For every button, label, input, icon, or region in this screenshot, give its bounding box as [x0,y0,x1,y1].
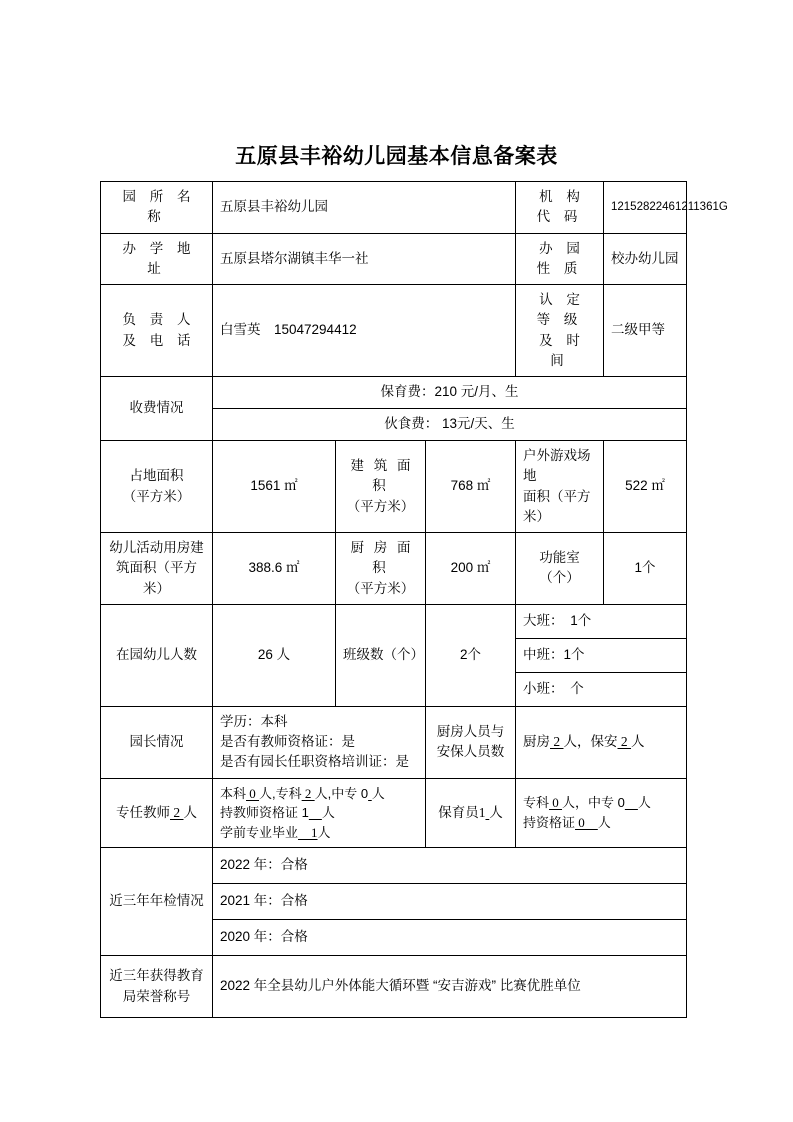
nurse-l2-a: 持资格证 [523,814,576,830]
grade-label-line1: 认 定 等 级 [536,292,585,328]
outdoor-area-label-line2: 面积（平方米） [523,488,591,524]
cell-function-room-value: 1个 [604,533,687,605]
table-row-fee-care [101,377,687,409]
nurse-label-postfix: 人 [489,804,503,820]
cell-class-big: 大班： 1个 [516,604,687,638]
cell-address-value: 五原县塔尔湖镇丰华一社 [213,233,516,285]
nurse-l1-a-number: 0 [549,795,563,811]
teacher-label-number: 2 [170,804,184,820]
teacher-l2-number [309,805,322,820]
teacher-label-prefix: 专任教师 [116,804,170,820]
cell-name-value: 五原县丰裕幼儿园 [213,182,516,234]
teacher-l1-b: 人,专科 [259,785,302,801]
cell-building-area-label [336,441,426,533]
cell-fee-label: 收费情况 [101,377,213,441]
principal-label-line1: 负 责 人 [122,312,196,328]
cell-principal-info-value [213,706,426,778]
teacher-l1-d: 人 [371,785,385,801]
cell-class-count-value: 2个 [426,604,516,706]
staff-label-line2: 安保人员数 [436,744,505,760]
teacher-l1-b-number: 2 [301,785,315,801]
activity-area-label-line1: 幼儿活动用房建 [109,540,204,555]
table-row-teachers [101,778,687,848]
cell-honor-label [101,956,213,1018]
kitchen-area-label-line1: 厨 房 面 积 [350,540,414,576]
cell-class-small: 小班： 个 [516,672,687,706]
table-row-activity-area [101,533,687,605]
staff-kitchen-prefix: 厨房 [523,734,550,749]
building-area-label-line2: （平方米） [346,498,415,514]
nurse-l2-b: 人 [597,814,611,830]
staff-label-line1: 厨房人员与 [436,723,505,739]
cell-fee-care: 保育费：210 元/月、生 [213,377,687,409]
cell-address-label: 办 学 地 址 [101,233,213,285]
teacher-label-postfix: 人 [183,804,197,820]
cell-code-value: 12152822461211361G [604,182,687,234]
nurse-l1-b: 人，中专 0 [562,795,625,811]
nurse-detail-line2 [523,813,679,833]
staff-kitchen-number: 2 [550,734,564,749]
teacher-l3-b: 人 [317,824,331,840]
cell-nature-label: 办 园 性 质 [516,233,604,285]
cell-inspection-2022: 2022 年：合格 [213,848,687,884]
teacher-l2-b: 人 [321,805,335,820]
page-title: 五原县丰裕幼儿园基本信息备案表 [235,144,558,168]
cell-grade-label [516,285,604,377]
nurse-l1-b-number [625,795,638,810]
cell-nature-value: 校办幼儿园 [604,233,687,285]
honor-label-line1: 近三年获得教育 [109,968,204,984]
cell-inspection-label: 近三年年检情况 [101,848,213,956]
cell-kitchen-area-value: 200 ㎡ [426,533,516,605]
cell-activity-area-label [101,533,213,605]
principal-label-line2: 及 电 话 [122,332,196,348]
cell-name-label: 园 所 名 称 [101,182,213,234]
cell-inspection-2020: 2020 年：合格 [213,920,687,956]
cell-land-area-value: 1561 ㎡ [213,441,336,533]
cell-outdoor-area-value: 522 ㎡ [604,441,687,533]
cell-kitchen-area-label [336,533,426,605]
cell-staff-label [426,706,516,778]
teacher-detail-line3 [220,823,418,843]
cell-principal-info-label: 园长情况 [101,706,213,778]
land-area-label-line2: （平方米） [122,488,191,504]
cell-principal-label [101,285,213,377]
cell-grade-value: 二级甲等 [604,285,687,377]
principal-info-line2: 是否有教师资格证：是 [220,734,355,749]
table-row-principal-info [101,706,687,778]
cell-land-area-label [101,441,213,533]
teacher-l2-a: 持教师资格证 1 [220,805,309,820]
table-row-honor [101,956,687,1018]
teacher-l3-a: 学前专业毕业 [220,824,299,840]
nurse-l1-c: 人 [637,795,651,811]
cell-nurse-label [426,778,516,848]
land-area-label-line1: 占地面积 [129,468,184,484]
table-row-principal-contact [101,285,687,377]
cell-outdoor-area-label [516,441,604,533]
table-row-address [101,233,687,285]
cell-teacher-detail [213,778,426,848]
teacher-detail-line2 [220,803,418,823]
cell-teacher-label [101,778,213,848]
honor-label-line2: 局荣誉称号 [122,988,191,1004]
nurse-label-prefix: 保育员 [438,804,479,820]
cell-class-count-label: 班级数（个） [336,604,426,706]
teacher-l3-number: 1 [298,824,318,840]
teacher-detail-line1 [220,784,418,804]
cell-inspection-2021: 2021 年：合格 [213,884,687,920]
cell-function-room-label: 功能室（个） [516,533,604,605]
nurse-l2-number: 0 [575,814,598,830]
building-area-label-line1: 建 筑 面 积 [350,458,414,494]
teacher-l1-a-number: 0 [246,785,260,801]
cell-children-value: 26 人 [213,604,336,706]
cell-honor-value: 2022 年全县幼儿户外体能大循环暨 “安吉游戏” 比赛优胜单位 [213,956,687,1018]
cell-children-label: 在园幼儿人数 [101,604,213,706]
cell-activity-area-value: 388.6 ㎡ [213,533,336,605]
nurse-label-number: 1 [478,804,486,820]
kindergarten-info-table [100,181,728,1018]
table-row-class-big [101,604,687,638]
staff-security-postfix: 人 [631,734,645,749]
cell-building-area-value: 768 ㎡ [426,441,516,533]
table-row-land-area [101,441,687,533]
principal-info-line3: 是否有园长任职资格培训证：是 [220,754,409,770]
teacher-l1-a: 本科 [220,785,247,801]
cell-principal-value: 白雪英 15047294412 [213,285,516,377]
nurse-detail-line1 [523,793,679,813]
kitchen-area-label-line2: （平方米） [346,580,415,596]
cell-class-mid: 中班：1个 [516,638,687,672]
nurse-l1-a: 专科 [523,795,550,811]
cell-staff-value [516,706,687,778]
teacher-l1-c: 人,中专 0 [314,785,369,801]
table-row-inspection-2022 [101,848,687,884]
cell-code-label: 机 构 代 码 [516,182,604,234]
grade-label-line2: 及 时 间 [539,332,585,368]
cell-nurse-detail [516,778,687,848]
cell-fee-meal: 伙食费： 13元/天、生 [213,409,687,441]
staff-kitchen-postfix: 人，保安 [563,734,618,749]
staff-security-number: 2 [617,734,631,749]
outdoor-area-label-line1: 户外游戏场地 [523,448,591,484]
activity-area-label-line2: 筑面积（平方米） [116,560,197,596]
table-row-name [101,182,687,234]
principal-info-line1: 学历：本科 [220,713,288,729]
